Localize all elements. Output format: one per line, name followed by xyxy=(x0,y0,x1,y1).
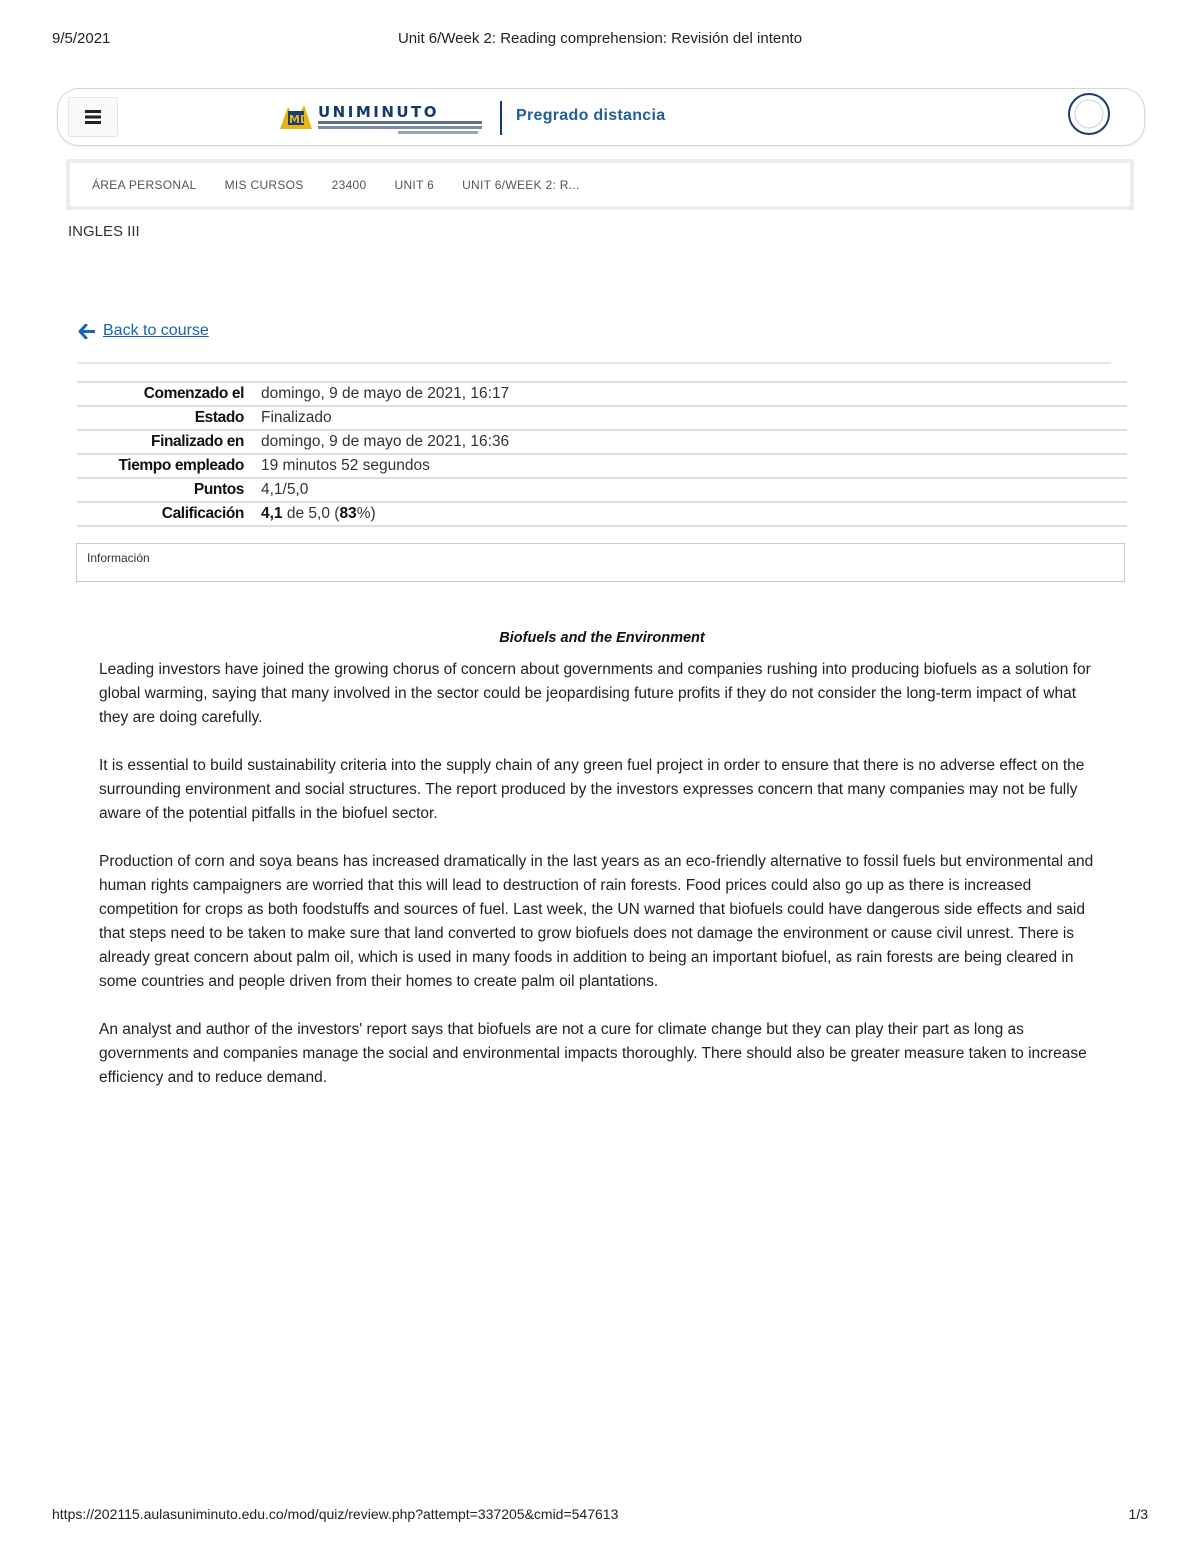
print-page-number: 1/3 xyxy=(1128,1506,1148,1522)
article-paragraph: Production of corn and soya beans has increased dramatically in the last years as an eco-friendly alternative to fossil fuels but environmental and human rights campaigners are worried that this will lead to destruction of rain forests. Food prices could also go up as there is increased competition for crops as both foodstuffs and sources of fuel. Last week, the UN warned that biofuels could have dangerous side effects and said that steps need to be taken to make sure that land converted to grow biofuels does not damage the environment or cause civil unrest. There is already great concern about palm oil, which is used in many foods in addition to being an important biofuel, as rain forests are being cleared in some countries and people driven from their homes to create palm oil plantations. xyxy=(99,853,1094,990)
summary-label: Comenzado el xyxy=(77,382,261,406)
summary-label: Calificación xyxy=(77,502,261,526)
menu-button[interactable] xyxy=(68,97,118,137)
brand-name[interactable]: Pregrado distancia xyxy=(516,107,666,124)
summary-value xyxy=(261,502,1127,526)
summary-value: domingo, 9 de mayo de 2021, 16:17 xyxy=(261,382,1127,406)
print-date: 9/5/2021 xyxy=(52,30,111,47)
article-paragraph: It is essential to build sustainability criteria into the supply chain of any green fuel project in order to ensure that there is no adverse effect on the surrounding environment and social structures. The report produced by the investors expresses concern that many companies may not be fully aware of the potential pitfalls in the biofuel sector. xyxy=(99,757,1085,822)
logo-subtitle-line xyxy=(318,126,482,129)
summary-row-time xyxy=(77,454,1127,478)
grade-of: de 5,0 ( xyxy=(282,505,340,522)
summary-label: Tiempo empleado xyxy=(77,454,261,478)
breadcrumb-item-mis-cursos[interactable]: MIS CURSOS xyxy=(224,177,304,192)
logo-word: UNIMINUTO xyxy=(318,103,440,121)
grade-close: %) xyxy=(356,505,376,522)
logo-mark-text: MD xyxy=(289,113,310,126)
arrow-left-icon xyxy=(78,324,95,339)
back-to-course-label: Back to course xyxy=(103,322,209,339)
course-name: INGLES III xyxy=(68,223,140,240)
article-body xyxy=(99,658,1103,1114)
top-navbar xyxy=(57,88,1145,146)
back-to-course-link[interactable] xyxy=(78,322,209,340)
summary-value: Finalizado xyxy=(261,406,1127,430)
summary-value: domingo, 9 de mayo de 2021, 16:36 xyxy=(261,430,1127,454)
logo-subtitle-line xyxy=(398,131,478,134)
print-title: Unit 6/Week 2: Reading comprehension: Revisión del intento xyxy=(397,30,803,47)
information-label: Información xyxy=(87,551,150,565)
summary-value: 19 minutos 52 segundos xyxy=(261,454,1127,478)
summary-row-state xyxy=(77,406,1127,430)
summary-row-points xyxy=(77,478,1127,502)
article-paragraph: An analyst and author of the investors' report says that biofuels are not a cure for climate change but they can play their part as long as governments and companies manage the social and environmental impacts thoroughly. There should also be greater measure taken to increase efficiency and to reduce demand. xyxy=(99,1021,1087,1086)
logo-mark-icon xyxy=(278,101,314,133)
summary-row-finished xyxy=(77,430,1127,454)
user-avatar-icon xyxy=(1074,99,1104,129)
summary-row-started xyxy=(77,382,1127,406)
breadcrumb-item-area-personal[interactable]: ÁREA PERSONAL xyxy=(92,177,197,192)
breadcrumb xyxy=(66,159,1134,210)
grade-score: 4,1 xyxy=(261,505,283,522)
breadcrumb-item-course-code[interactable]: 23400 xyxy=(331,177,367,192)
information-box xyxy=(76,543,1125,582)
summary-label: Finalizado en xyxy=(77,430,261,454)
article-paragraph: Leading investors have joined the growing chorus of concern about governments and companies rushing into producing biofuels as a solution for global warming, saying that many involved in the sector could be jeopardising future profits if they do not consider the long-term impact of what they are doing carefully. xyxy=(99,661,1091,726)
print-url: https://202115.aulasuniminuto.edu.co/mod/quiz/review.php?attempt=337205&cmid=547613 xyxy=(52,1506,619,1522)
summary-label: Puntos xyxy=(77,478,261,502)
attempt-summary-table xyxy=(77,381,1127,527)
summary-row-grade xyxy=(77,502,1127,526)
logo-subtitle-line xyxy=(318,121,482,124)
uniminuto-logo[interactable] xyxy=(278,99,486,137)
article-title: Biofuels and the Environment xyxy=(499,630,705,646)
breadcrumb-item-week[interactable]: UNIT 6/WEEK 2: R... xyxy=(462,177,580,192)
breadcrumb-item-unit[interactable]: UNIT 6 xyxy=(394,177,435,192)
hamburger-menu-icon xyxy=(85,110,101,124)
summary-value: 4,1/5,0 xyxy=(261,478,1127,502)
user-avatar[interactable] xyxy=(1068,93,1110,135)
divider xyxy=(77,362,1111,364)
logo-divider xyxy=(500,101,502,135)
grade-percent: 83 xyxy=(339,505,357,522)
summary-label: Estado xyxy=(77,406,261,430)
